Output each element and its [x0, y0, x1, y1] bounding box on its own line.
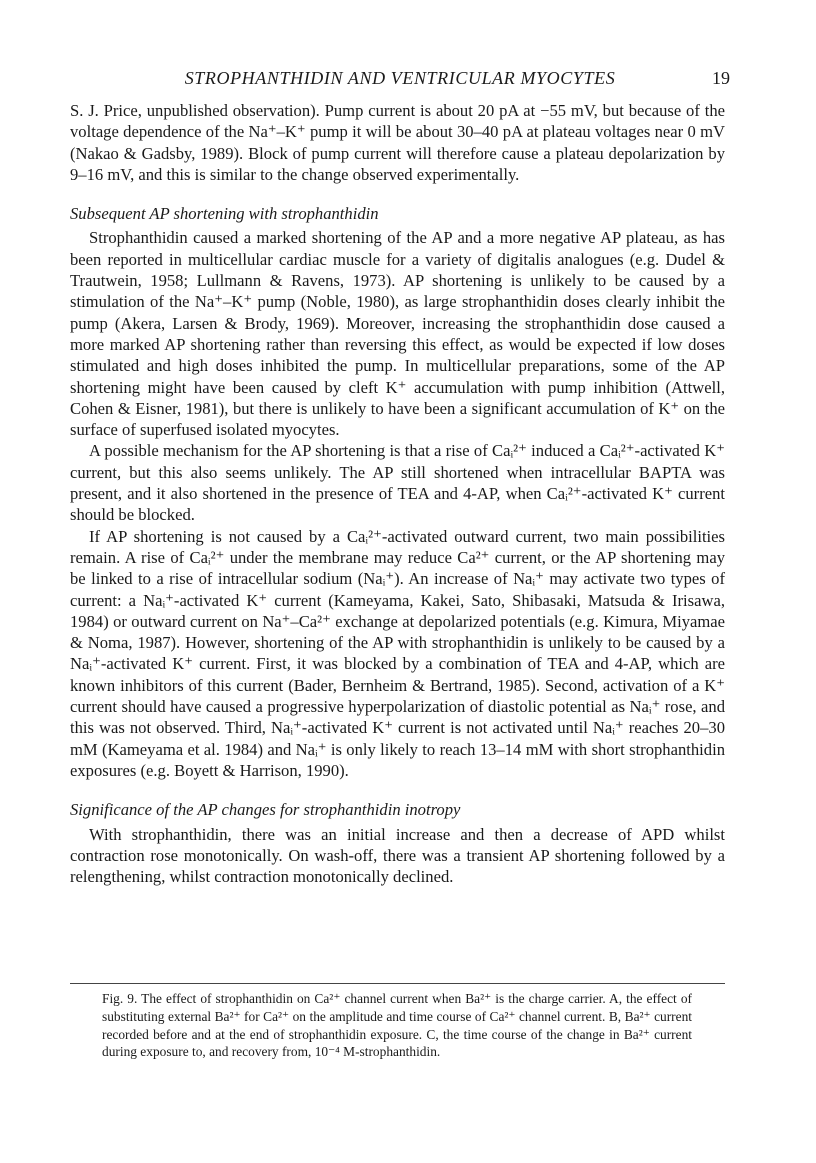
running-title: STROPHANTHIDIN AND VENTRICULAR MYOCYTES — [184, 68, 616, 88]
section-heading: Significance of the AP changes for strophanthidin inotropy — [70, 800, 461, 820]
paragraph: A possible mechanism for the AP shortening is that a rise of Caᵢ²⁺ induced a Caᵢ²⁺-activated K⁺ current, but this also seems unlikely. The AP still shortened when intracellular BAPTA was present, and it also shortened in the presence of TEA and 4-AP, when Caᵢ²⁺-activated K⁺ current should be blocked. — [70, 441, 725, 525]
page-number: 19 — [712, 68, 730, 88]
body-text — [70, 100, 725, 887]
paragraph: With strophanthidin, there was an initial increase and then a decrease of APD whilst contraction rose monotonically. On wash-off, there was a transient AP shortening followed by a relengthening, whilst contraction monotonically declined. — [70, 824, 725, 887]
figure-caption-text: Fig. 9. The effect of strophanthidin on Ca²⁺ channel current when Ba²⁺ is the charge carrier. A, the effect of substituting external Ba²⁺ for Ca²⁺ on the amplitude and time course of Ca²⁺ channel current. B, Ba²⁺ current recorded before and at the end of strophanthidin exposure. C, the time course of the change in Ba²⁺ current during exposure to, and recovery from, 10⁻⁴ M-strophanthidin. — [102, 991, 692, 1060]
paragraph: S. J. Price, unpublished observation). Pump current is about 20 pA at −55 mV, but because of the voltage dependence of the Na⁺–K⁺ pump it will be about 30–40 pA at plateau voltages near 0 mV (Nakao & Gadsby, 1989). Block of pump current will therefore cause a plateau depolarization by 9–16 mV, and this is similar to the change observed experimentally. — [70, 101, 725, 184]
figure-caption — [102, 990, 692, 1061]
paragraph: If AP shortening is not caused by a Caᵢ²⁺-activated outward current, two main possibilities remain. A rise of Caᵢ²⁺ under the membrane may reduce Ca²⁺ current, or the AP shortening may be linked to a rise of intracellular sodium (Naᵢ⁺). An increase of Naᵢ⁺ may activate two types of current: a Naᵢ⁺-activated K⁺ current (Kameyama, Kakei, Sato, Shibasaki, Matsuda & Irisawa, 1984) or outward current on Na⁺–Ca²⁺ exchange at depolarized potentials (e.g. Kimura, Miyamae & Noma, 1987). However, shortening of the AP with strophanthidin is unlikely to be caused by a Naᵢ⁺-activated K⁺ current. First, it was blocked by a combination of TEA and 4-AP, which are known inhibitors of this current (Bader, Bernheim & Bertrand, 1985). Second, activation of a K⁺ current should have caused a progressive hyperpolarization of diastolic potential as Naᵢ⁺ rose, and this was not observed. Third, Naᵢ⁺-activated K⁺ current is not activated until Naᵢ⁺ reaches 20–30 mM (Kameyama et al. 1984) and Naᵢ⁺ is only likely to reach 13–14 mM with short strophanthidin exposures (e.g. Boyett & Harrison, 1990). — [70, 526, 725, 780]
paragraph: Strophanthidin caused a marked shortening of the AP and a more negative AP plateau, as has been reported in multicellular cardiac muscle for a variety of digitalis analogues (e.g. Dudel & Trautwein, 1958; Lullmann & Ravens, 1973). AP shortening is unlikely to be caused by a stimulation of the Na⁺–K⁺ pump (Noble, 1980), as large strophanthidin doses clearly inhibit the pump (Akera, Larsen & Brody, 1969). Moreover, increasing the strophanthidin dose caused a more marked AP shortening rather than reversing this effect, as would be expected if low doses stimulated and high doses inhibited the pump. In multicellular preparations, some of the AP shortening might have been caused by cleft K⁺ accumulation with pump inhibition (Attwell, Cohen & Eisner, 1981), but there is unlikely to have been a significant accumulation of K⁺ on the surface of superfused isolated myocytes. — [70, 228, 725, 440]
section-heading: Subsequent AP shortening with strophanthidin — [70, 204, 379, 224]
caption-divider — [70, 983, 725, 984]
